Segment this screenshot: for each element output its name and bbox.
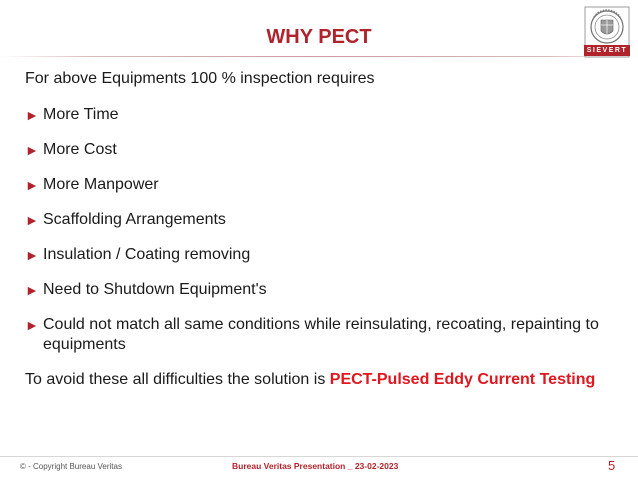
presentation-label: Bureau Veritas Presentation _ 23-02-2023 (232, 461, 399, 471)
title-divider (0, 56, 638, 57)
triangle-bullet-icon: ► (25, 212, 39, 228)
triangle-bullet-icon: ► (25, 107, 39, 123)
bullet-text: Scaffolding Arrangements (43, 211, 226, 228)
bullet-item (25, 210, 605, 230)
bullet-item (25, 315, 605, 355)
closing-statement (25, 370, 605, 390)
bullet-text: Insulation / Coating removing (43, 246, 251, 263)
triangle-bullet-icon: ► (25, 247, 39, 263)
bullet-item (25, 280, 605, 300)
triangle-bullet-icon: ► (25, 177, 39, 193)
pect-highlight: PECT-Pulsed Eddy Current Testing (329, 371, 596, 388)
bullet-text: More Time (43, 106, 119, 123)
bullet-item (25, 140, 605, 160)
bullet-item (25, 245, 605, 265)
closing-text: To avoid these all difficulties the solution is (25, 371, 330, 388)
bullet-text: More Cost (43, 141, 117, 158)
bullet-text: More Manpower (43, 176, 159, 193)
page-number: 5 (608, 458, 616, 473)
copyright-text: © - Copyright Bureau Veritas (20, 462, 122, 471)
bullet-item (25, 175, 605, 195)
triangle-bullet-icon: ► (25, 282, 39, 298)
footer-divider (0, 456, 638, 457)
intro-text: For above Equipments 100 % inspection requires (25, 70, 375, 87)
logo-label: SIEVERT (584, 45, 630, 56)
triangle-bullet-icon: ► (25, 317, 39, 333)
bullet-item (25, 105, 605, 125)
bullet-text: Could not match all same conditions while reinsulating, recoating, repainting to equipments (43, 316, 599, 353)
bullet-text: Need to Shutdown Equipment's (43, 281, 267, 298)
slide-title: WHY PECT (266, 26, 372, 48)
triangle-bullet-icon: ► (25, 142, 39, 158)
slide-content (25, 69, 605, 390)
